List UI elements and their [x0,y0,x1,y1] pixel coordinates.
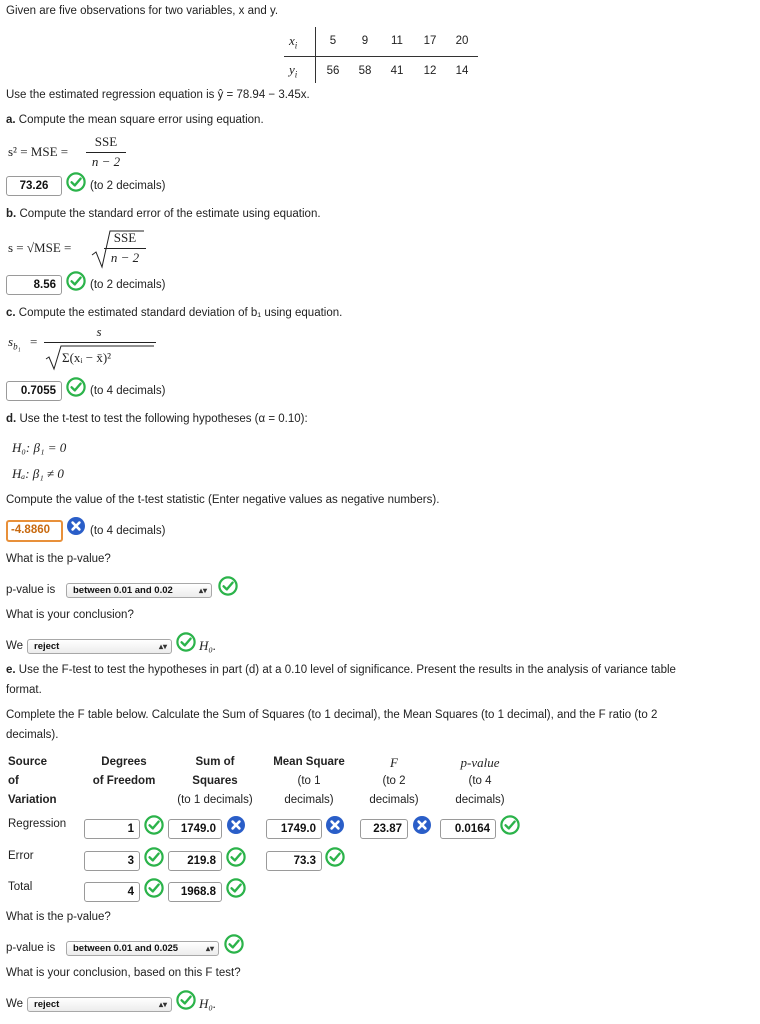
row-source-regression: Regression [8,818,67,830]
f-p-value-question: What is the p-value? [6,911,111,923]
mse-formula-numerator: SSE [94,134,118,149]
x-value: 9 [361,35,369,47]
x-value: 17 [423,35,437,47]
null-hypothesis: H₀: β₁ = 0 [12,440,67,455]
check-circle-icon [66,377,86,397]
fraction-bar [104,248,146,249]
check-circle-icon [144,847,164,867]
f-conclusion-select[interactable]: reject ▴▾ [27,997,172,1012]
p-value-select[interactable]: between 0.01 and 0.02 ▴▾ [66,583,212,598]
h0-suffix: H₀. [199,996,217,1011]
x-value: 5 [329,35,337,47]
y-row-label: $y_i$ [289,62,298,80]
header-degrees-of-freedom: Degrees of Freedom [92,756,156,787]
header-mean-square: Mean Square (to 1 decimals) [273,756,345,806]
se-formula-lhs: s = √MSE = [8,240,72,255]
sb1-formula-numerator: s [96,324,102,339]
we-label: We [6,998,24,1010]
table-vertical-rule [315,27,316,83]
check-circle-icon [66,172,86,192]
regression-p-input[interactable]: 0.0164 [440,819,496,839]
row-source-total: Total [8,881,33,893]
check-circle-icon [176,632,196,652]
error-ss-input[interactable]: 219.8 [168,851,222,871]
decimal-note: (to 2 decimals) [90,180,166,192]
updown-arrow-icon: ▴▾ [158,1000,167,1009]
decimal-note: (to 2 decimals) [90,279,166,291]
p-value-prefix: p-value is [6,584,56,596]
total-ss-input[interactable]: 1968.8 [168,882,222,902]
table-horizontal-rule [284,56,478,57]
part-e-prompt-cont: format. [6,684,42,696]
updown-arrow-icon: ▴▾ [158,642,167,651]
t-statistic-input[interactable]: -4.8860 [6,520,63,542]
x-circle-icon [226,815,246,835]
f-conclusion-question: What is your conclusion, based on this F test? [6,967,241,979]
intro-text: Given are five observations for two variables, x and y. [6,5,279,17]
we-label: We [6,640,24,652]
mse-answer-input[interactable]: 73.26 [6,176,62,196]
sb1-formula-denominator: Σ(xᵢ − x̄)² [62,350,112,365]
check-circle-icon [218,576,238,596]
p-value-question: What is the p-value? [6,553,111,565]
sb1-formula-lhs: $s_{b_1}$ [8,334,21,352]
part-d-prompt: d. Use the t-test to test the following hypotheses (α = 0.10): [6,413,308,425]
header-sum-of-squares: Sum of Squares (to 1 decimals) [177,756,253,806]
check-circle-icon [144,878,164,898]
check-circle-icon [66,271,86,291]
check-circle-icon [325,847,345,867]
regression-df-input[interactable]: 1 [84,819,140,839]
mse-formula-denominator: n − 2 [91,154,121,169]
y-value: 56 [326,65,340,77]
decimal-note: (to 4 decimals) [90,385,166,397]
alternative-hypothesis: Hₐ: β₁ ≠ 0 [12,466,64,481]
x-circle-icon [325,815,345,835]
error-ms-input[interactable]: 73.3 [266,851,322,871]
conclusion-select[interactable]: reject ▴▾ [27,639,172,654]
x-value: 11 [391,35,403,47]
x-circle-icon [412,815,432,835]
mse-formula-lhs: s² = MSE = [8,144,69,159]
x-value: 20 [455,35,469,47]
conclusion-question: What is your conclusion? [6,609,134,621]
x-row-label: $x_i$ [289,33,298,51]
part-e-prompt: e. Use the F-test to test the hypotheses in part (d) at a 0.10 level of significance. Present the results in the analysis of variance table [6,664,676,676]
complete-table-prompt: Complete the F table below. Calculate the Sum of Squares (to 1 decimal), the Mean Squares (to 1 decimal), and the F ratio (to 2 [6,709,658,721]
t-test-prompt: Compute the value of the t-test statistic (Enter negative values as negative numbers). [6,494,440,506]
h0-suffix: H₀. [199,638,217,653]
f-p-value-prefix: p-value is [6,942,56,954]
check-circle-icon [226,878,246,898]
complete-table-prompt-cont: decimals). [6,729,59,741]
y-value: 14 [455,65,469,77]
header-source: Source of Variation [8,756,57,806]
y-value: 12 [423,65,437,77]
se-formula-denominator: n − 2 [110,250,140,265]
total-df-input[interactable]: 4 [84,882,140,902]
regression-equation-text: Use the estimated regression equation is ŷ = 78.94 − 3.45x. [6,89,310,101]
check-circle-icon [226,847,246,867]
regression-ss-input[interactable]: 1749.0 [168,819,222,839]
error-df-input[interactable]: 3 [84,851,140,871]
part-b-prompt: b. Compute the standard error of the estimate using equation. [6,208,321,220]
se-answer-input[interactable]: 8.56 [6,275,62,295]
sb1-answer-input[interactable]: 0.7055 [6,381,62,401]
regression-ms-input[interactable]: 1749.0 [266,819,322,839]
se-formula-numerator: SSE [113,230,137,245]
part-c-prompt: c. Compute the estimated standard deviation of b₁ using equation. [6,307,343,319]
updown-arrow-icon: ▴▾ [198,586,207,595]
check-circle-icon [176,990,196,1010]
y-value: 58 [358,65,372,77]
f-p-value-select[interactable]: between 0.01 and 0.025 ▴▾ [66,941,219,956]
header-f: F (to 2 decimals) [369,755,419,806]
decimal-note: (to 4 decimals) [90,525,166,537]
updown-arrow-icon: ▴▾ [205,944,214,953]
x-circle-icon [66,516,86,536]
row-source-error: Error [8,850,34,862]
check-circle-icon [224,934,244,954]
regression-f-input[interactable]: 23.87 [360,819,408,839]
fraction-bar [86,152,126,153]
sb1-formula-equals: = [30,334,38,349]
header-p-value: p-value (to 4 decimals) [455,755,505,806]
part-a-prompt: a. Compute the mean square error using equation. [6,114,264,126]
check-circle-icon [500,815,520,835]
y-value: 41 [390,65,404,77]
check-circle-icon [144,815,164,835]
